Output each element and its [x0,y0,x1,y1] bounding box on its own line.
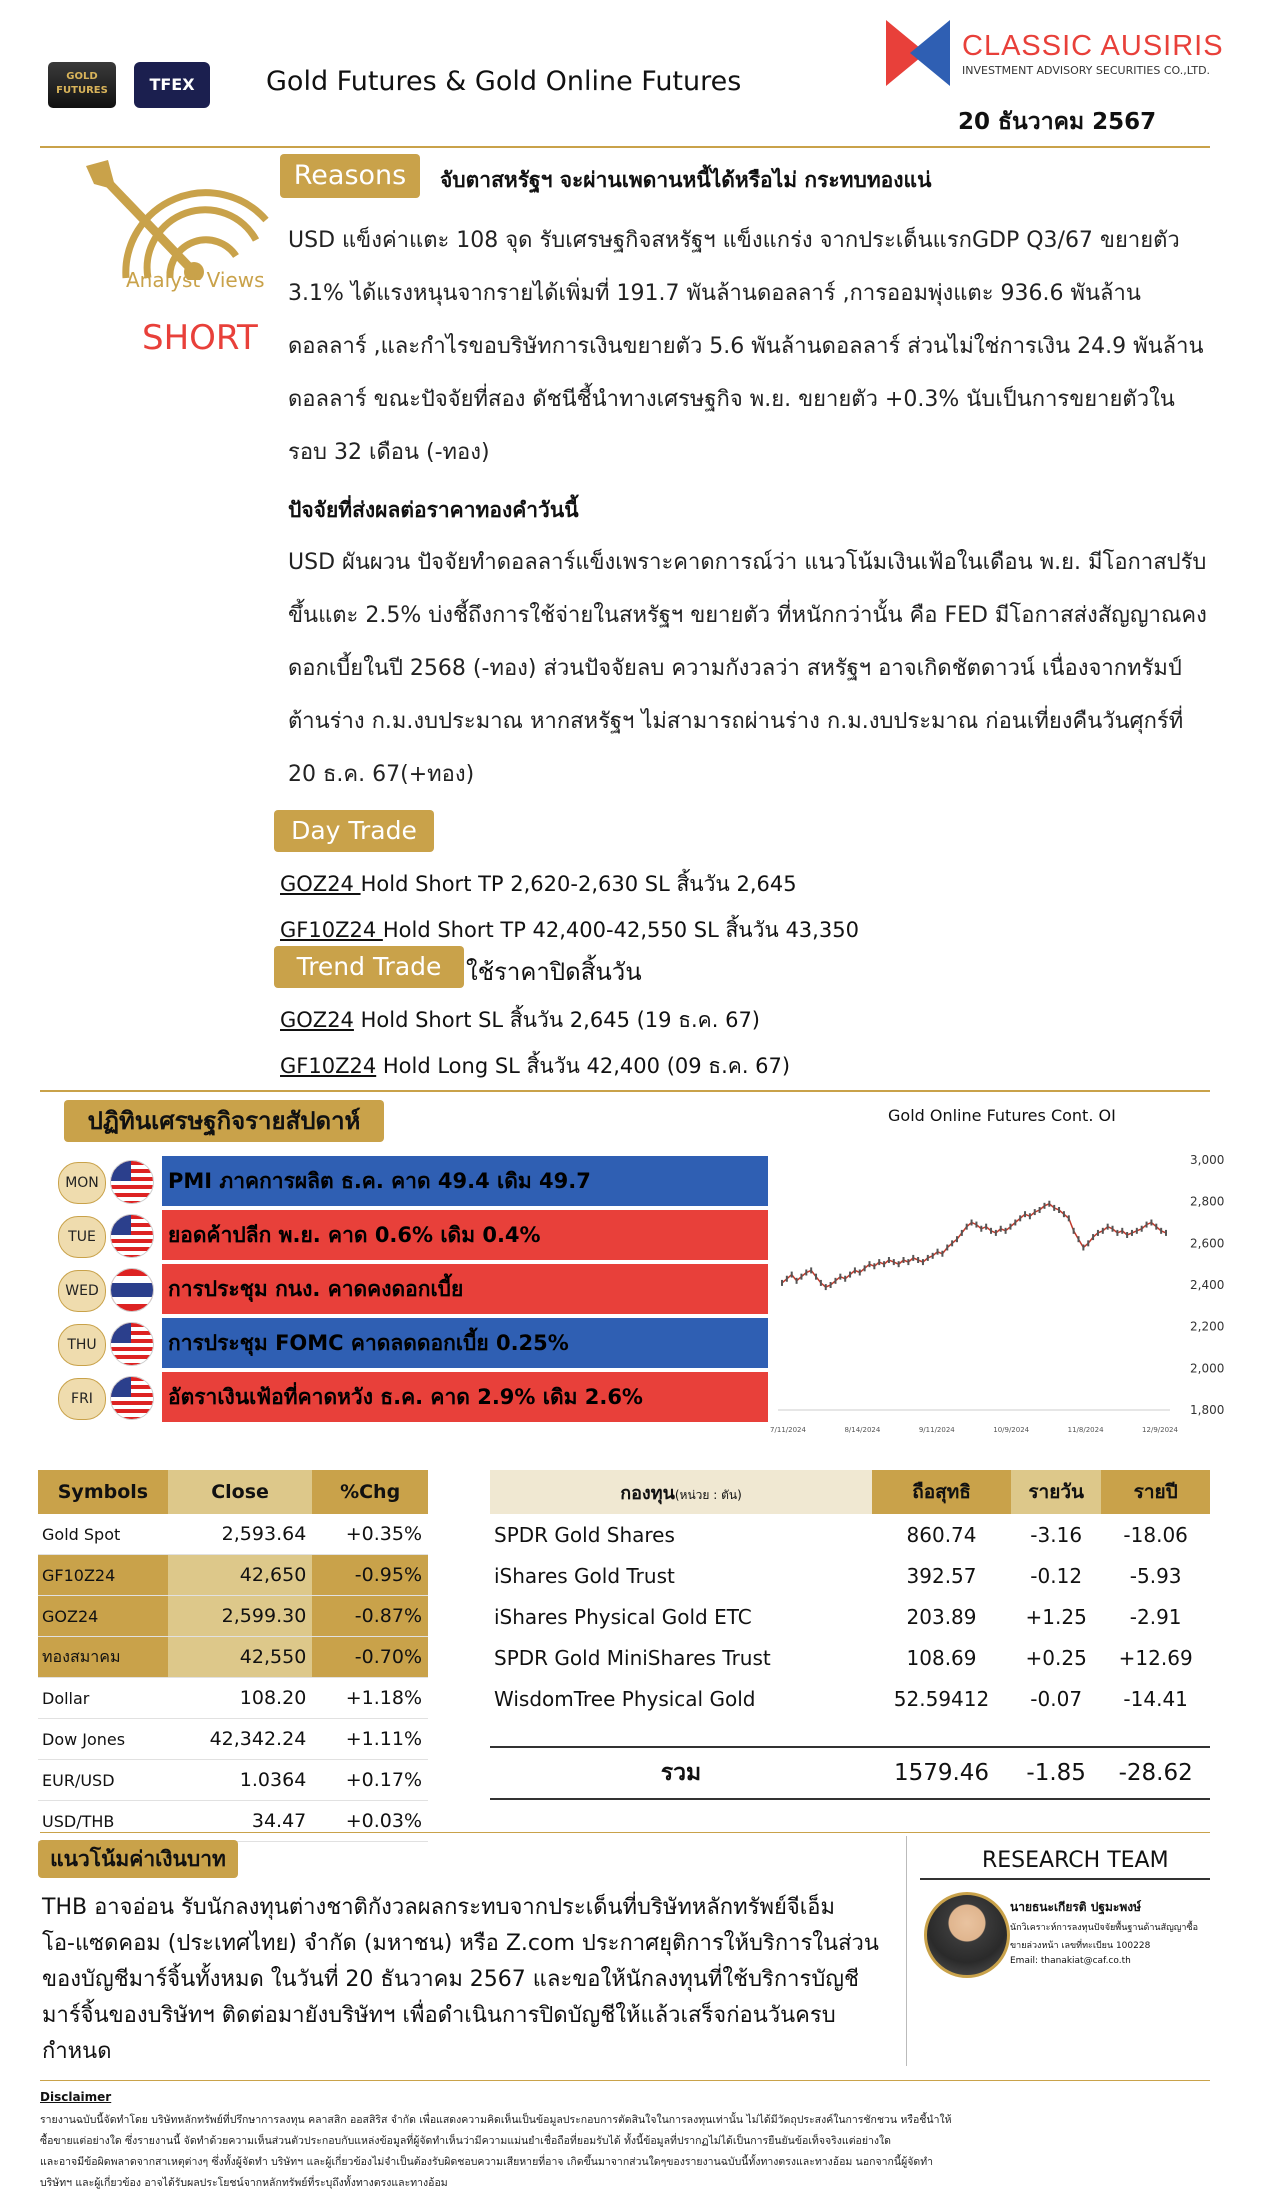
data-point [941,1251,943,1257]
data-point [1073,1228,1075,1234]
reasons-tag [280,154,420,198]
data-point [1068,1215,1070,1221]
classic-ausiris-logo-icon [886,20,950,86]
company-subtitle: INVESTMENT ADVISORY SECURITIES CO.,LTD. [962,64,1211,77]
day-badge: WED [58,1270,106,1312]
fund-yearly: -18.06 [1123,1522,1188,1547]
disclaimer-line: และอาจมีข้อผิดพลาดจากสาเหตุต่างๆ ซึ่งทั้งผู้จัดทำ บริษัทฯ และผู้เกี่ยวข้องไม่จำเป็นต้องรับผิดชอบความเสียหายที่อาจ เกิดขึ้นมาจากส่วนใดๆของรายงานฉบับนี้ทั้งทางตรงและทางอ้อม นอกจากนี้ผู้จัดทำ [40,2156,934,2168]
calendar-event: PMI ภาคการผลิต ธ.ค. คาด 49.4 เดิม 49.7 [162,1156,768,1206]
data-point [961,1230,963,1236]
fund-net: 203.89 [906,1604,977,1629]
data-point [975,1222,977,1228]
data-point [903,1257,905,1263]
symbol-name: ทองสมาคม [38,1637,168,1678]
data-point [1150,1220,1152,1226]
paragraph-line: USD ผันผวน ปัจจัยทำดอลลาร์แข็งเพราะคาดการณ์ว่า แนวโน้มเงินเฟ้อในเดือน พ.ย. มีโอกาสปรับ [288,550,1207,575]
fund-daily: -0.07 [1030,1686,1083,1711]
symbol-row [38,1760,428,1801]
symbol-close: 34.47 [168,1801,312,1842]
calendar-row-fri [58,1372,768,1422]
data-point [971,1220,973,1226]
target-dart-icon [86,160,272,280]
symbol-close: 2,599.30 [168,1596,312,1637]
baht-trend-title [38,1840,238,1878]
section-divider [40,1832,1210,1833]
data-point [1092,1234,1094,1240]
fund-name: iShares Gold Trust [494,1563,675,1588]
paragraph-line: กำหนด [42,2039,112,2064]
paragraph-line: รอบ 32 เดือน (-ทอง) [288,440,490,465]
column-header: Close [168,1470,312,1514]
data-point [1121,1228,1123,1234]
gold-oi-line-chart [770,1140,1230,1450]
day-trade-text: Hold Short TP 42,400-42,550 SL สิ้นวัน 43,350 [382,918,859,942]
data-point [946,1245,948,1251]
symbol-change: -0.70% [312,1637,428,1678]
data-point [805,1270,807,1276]
fund-header-unit: (หน่วย : ตัน) [674,1487,742,1502]
symbol-row [38,1801,428,1842]
trend-trade-note: ใช้ราคาปิดสิ้นวัน [466,958,642,986]
fund-net: 860.74 [906,1522,977,1547]
chart-title: Gold Online Futures Cont. OI [888,1106,1116,1125]
data-point [864,1265,866,1271]
data-point [825,1284,827,1290]
gold-futures-logo [48,62,116,108]
y-tick-label: 1,800 [1190,1403,1225,1417]
data-point [1131,1230,1133,1236]
reasons-tag-label: Reasons [293,160,407,191]
data-point [878,1259,880,1265]
data-point [1024,1211,1026,1217]
data-point [868,1261,870,1267]
gold-futures-logo-text: GOLD FUTURES [56,71,108,96]
y-tick-label: 2,800 [1190,1194,1225,1209]
symbol-name: GOZ24 [38,1596,168,1637]
symbol-change: +0.17% [312,1760,428,1801]
data-point [781,1280,783,1286]
data-point [1005,1228,1007,1234]
fund-net: 52.59412 [893,1686,990,1711]
calendar-title-label: ปฏิทินเศรษฐกิจรายสัปดาห์ [87,1107,361,1135]
fund-row [490,1637,1210,1678]
fund-net: 392.57 [906,1563,977,1588]
data-point [815,1274,817,1280]
column-header [490,1470,872,1514]
data-point [834,1278,836,1284]
calendar-row-mon [58,1156,768,1206]
paragraph-line: ของบัญชีมาร์จิ้นทั้งหมด ในวันที่ 20 ธันวาคม 2567 และขอให้นักลงทุนที่ใช้บริการบัญชี [42,1967,859,1992]
analyst-view-short: SHORT [142,318,258,358]
funds-table [490,1470,1210,1800]
tfex-logo-text: TFEX [149,75,195,94]
day-trade-symbol: GOZ24 [280,872,361,896]
total-daily: -1.85 [1026,1760,1086,1786]
paragraph-line: ดอลลาร์ ,และกำไรขอบริษัทการเงินขยายตัว 5.6 พันล้านดอลลาร์ ส่วนไม่ใช่การเงิน 24.9 พันล้าน [288,334,1204,359]
column-header: Symbols [57,1481,149,1503]
fund-name: SPDR Gold Shares [494,1522,675,1547]
baht-trend-title-label: แนวโน้มค่าเงินบาท [50,1847,226,1871]
data-point [980,1226,982,1232]
us-flag-icon [110,1214,154,1258]
symbol-close: 42,342.24 [168,1719,312,1760]
data-point [1082,1245,1084,1251]
total-net: 1579.46 [893,1760,990,1786]
y-tick-label: 2,600 [1190,1236,1225,1251]
paragraph-line: THB อาจอ่อน รับนักลงทุนต่างชาติกังวลผลกระทบจากประเด็นที่บริษัทหลักทรัพย์จีเอ็ม [42,1895,835,1920]
analyst-avatar [924,1892,1010,1978]
disclaimer-line: บริษัทฯ และผู้เกี่ยวข้อง อาจได้รับผลประโยชน์จากหลักทรัพย์ที่ระบุถึงทั้งทางตรงและทางอ้อม [40,2177,448,2189]
disclaimer-line: รายงานฉบับนี้จัดทำโดย บริษัทหลักทรัพย์ที่ปรึกษาการลงทุน คลาสสิก ออสสิริส จำกัด เพื่อแสดงความคิดเห็นเป็นข้อมูลประกอบการตัดสินใจในการลงทุนเท่านั้น ไม่ได้มีวัตถุประสงค์ในการชักชวน หรือชี้นำให้ [40,2114,952,2126]
day-badge: TUE [58,1216,106,1258]
symbol-close: 108.20 [168,1678,312,1719]
us-flag-icon [110,1322,154,1366]
company-name: CLASSIC AUSIRIS [962,30,1224,62]
calendar-row-tue [58,1210,768,1260]
data-point [859,1270,861,1276]
calendar-event: การประชุม กนง. คาดคงดอกเบี้ย [162,1264,768,1314]
fund-row [490,1596,1210,1637]
symbols-table [38,1470,428,1842]
symbol-row [38,1555,428,1596]
disclaimer-line: ซื้อขายแต่อย่างใด ซึ่งรายงานนี้ จัดทำด้วยความเห็นส่วนตัวประกอบกับแหล่งข้อมูลที่ผู้จัดทำเห็นว่ามีความแม่นยำเชื่อถือที่ยอมรับได้ ทั้งนี้ข้อมูลที่ปรากฏไม่ได้เป็นการยืนยันข้อเท็จจริงแต่อย่างใด [40,2135,891,2147]
data-point [1165,1230,1167,1236]
calendar-row-thu [58,1318,768,1368]
symbol-change: +0.35% [312,1514,428,1555]
fund-daily: +1.25 [1025,1604,1087,1629]
column-header: รายปี [1101,1470,1210,1514]
data-point [1043,1203,1045,1209]
fund-daily: -3.16 [1030,1522,1083,1547]
symbol-close: 2,593.64 [168,1514,312,1555]
trend-trade-item [280,1050,790,1083]
column-header: ถือสุทธิ [872,1470,1011,1514]
fund-daily: -0.12 [1030,1563,1083,1588]
symbol-row [38,1678,428,1719]
symbol-name: Dow Jones [38,1719,168,1760]
fund-header-label: กองทุน [620,1482,675,1504]
data-point [1019,1215,1021,1221]
fund-name: SPDR Gold MiniShares Trust [494,1645,771,1670]
calendar-row-wed [58,1264,768,1314]
paragraph-line: 3.1% ได้แรงหนุนจากรายได้เพิ่มที่ 191.7 พันล้านดอลลาร์ ,การออมพุ่งแตะ 936.6 พันล้าน [288,281,1141,306]
symbol-row [38,1637,428,1678]
data-point [898,1261,900,1267]
paragraph-line: ต้านร่าง ก.ม.งบประมาณ หากสหรัฐฯ ไม่สามารถผ่านร่าง ก.ม.งบประมาณ ก่อนเที่ยงคืนวันศุกร์ที่ [288,709,1184,734]
data-point [995,1230,997,1236]
symbol-row [38,1596,428,1637]
factors-heading: ปัจจัยที่ส่งผลต่อราคาทองคำวันนี้ [288,498,579,522]
trend-trade-symbol: GOZ24 [280,1008,354,1032]
fund-yearly: -5.93 [1129,1563,1182,1588]
disclaimer-divider [40,2080,1210,2081]
data-point [810,1267,812,1273]
analyst-views-label: Analyst Views [126,268,265,292]
research-title-underline [920,1878,1210,1880]
analyst-name: นายธนะเกียรติ ปฐมะพงษ์ [1010,1900,1142,1914]
day-trade-item [280,914,859,947]
data-point [1014,1220,1016,1226]
x-tick-label: 10/9/2024 [993,1426,1030,1434]
us-flag-icon [110,1376,154,1420]
symbol-name: Dollar [38,1678,168,1719]
tfex-logo [134,62,210,108]
data-point [849,1272,851,1278]
data-point [1039,1207,1041,1213]
data-point [796,1278,798,1284]
funds-table-header [490,1470,1210,1514]
day-badge: MON [58,1162,106,1204]
data-point [1063,1211,1065,1217]
y-tick-label: 3,000 [1190,1153,1225,1167]
data-point [1078,1236,1080,1242]
day-trade-item [280,868,797,901]
trend-trade-tag-label: Trend Trade [296,952,442,981]
fund-net: 108.69 [906,1645,977,1670]
data-point [1116,1230,1118,1236]
data-point [917,1257,919,1263]
fund-yearly: -14.41 [1123,1686,1188,1711]
day-trade-tag [274,810,434,852]
data-point [1107,1224,1109,1230]
y-tick-label: 2,400 [1190,1278,1225,1292]
reasons-paragraph-2 [288,536,1208,801]
symbols-table-header [38,1470,428,1514]
data-point [883,1261,885,1267]
data-point [956,1236,958,1242]
symbol-change: -0.95% [312,1555,428,1596]
fund-row [490,1514,1210,1555]
analyst-license: ขายล่วงหน้า เลขที่ทะเบียน 100228 [1010,1941,1151,1951]
data-point [1087,1240,1089,1246]
disclaimer-title: Disclaimer [40,2090,112,2104]
data-point [990,1228,992,1234]
symbol-change: +0.03% [312,1801,428,1842]
trend-trade-text: Hold Long SL สิ้นวัน 42,400 (09 ธ.ค. 67) [376,1054,791,1078]
data-point [1053,1205,1055,1211]
paragraph-line: 20 ธ.ค. 67(+ทอง) [288,762,475,787]
y-tick-label: 2,200 [1190,1319,1225,1334]
baht-trend-text [42,1890,892,2070]
symbol-name: USD/THB [38,1801,168,1842]
trend-trade-symbol: GF10Z24 [280,1054,377,1078]
day-trade-tag-label: Day Trade [291,816,417,845]
analyst-role: นักวิเคราะห์การลงทุนปัจจัยพื้นฐานด้านสัญญาซื้อ [1010,1923,1198,1933]
fund-name: iShares Physical Gold ETC [494,1604,752,1629]
trend-trade-tag [274,946,464,988]
data-point [1136,1228,1138,1234]
trend-trade-text: Hold Short SL สิ้นวัน 2,645 (19 ธ.ค. 67) [353,1008,760,1032]
data-point [907,1259,909,1265]
fund-yearly: +12.69 [1118,1645,1193,1670]
data-point [966,1224,968,1230]
data-point [786,1276,788,1282]
symbol-close: 42,650 [168,1555,312,1596]
day-trade-text: Hold Short TP 2,620-2,630 SL สิ้นวัน 2,645 [360,872,797,896]
data-point [893,1259,895,1265]
paragraph-line: ดอลลาร์ ขณะปัจจัยที่สอง ดัชนีชี้นำทางเศรษฐกิจ พ.ย. ขยายตัว +0.3% นับเป็นการขยายตัวใน [288,387,1175,412]
data-point [1160,1228,1162,1234]
reasons-headline: จับตาสหรัฐฯ จะผ่านเพดานหนี้ได้หรือไม่ กระทบทองแน่ [440,168,932,192]
symbol-change: -0.87% [312,1596,428,1637]
x-tick-label: 8/14/2024 [844,1426,881,1434]
symbol-name: GF10Z24 [38,1555,168,1596]
x-tick-label: 7/11/2024 [770,1426,806,1434]
paragraph-line: ขึ้นแตะ 2.5% บ่งชี้ถึงการใช้จ่ายในสหรัฐฯ ขยายตัว ที่หนักกว่านั้น คือ FED มีโอกาสส่งสัญญาณคง [288,603,1207,628]
reasons-paragraph-1 [288,214,1208,479]
data-point [873,1263,875,1269]
y-tick-label: 2,000 [1190,1361,1225,1376]
data-point [1102,1228,1104,1234]
data-point [927,1255,929,1261]
calendar-event: ยอดค้าปลีก พ.ย. คาด 0.6% เดิม 0.4% [162,1210,768,1260]
data-point [1000,1226,1002,1232]
column-header: %Chg [340,1481,401,1503]
disclaimer-text [40,2110,1210,2194]
data-point [932,1253,934,1259]
day-trade-symbol: GF10Z24 [280,918,383,942]
fund-yearly: -2.91 [1129,1604,1182,1629]
us-flag-icon [110,1160,154,1204]
funds-total-row [490,1747,1210,1799]
fund-row [490,1555,1210,1596]
data-point [1146,1222,1148,1228]
data-point [1058,1207,1060,1213]
day-badge: THU [58,1324,106,1366]
report-date: 20 ธันวาคม 2567 [958,109,1157,135]
data-point [800,1274,802,1280]
x-tick-label: 9/11/2024 [918,1426,955,1434]
column-header: รายวัน [1011,1470,1101,1514]
symbol-change: +1.18% [312,1678,428,1719]
day-badge: FRI [58,1378,106,1420]
symbol-close: 1.0364 [168,1760,312,1801]
data-point [1112,1226,1114,1232]
data-point [922,1259,924,1265]
data-point [912,1255,914,1261]
fund-name: WisdomTree Physical Gold [494,1686,756,1711]
data-point [839,1274,841,1280]
calendar-event: การประชุม FOMC คาดลดดอกเบี้ย 0.25% [162,1318,768,1368]
paragraph-line: มาร์จิ้นของบริษัทฯ ติดต่อมายังบริษัทฯ เพื่อดำเนินการปิดบัญชีให้แล้วเสร็จก่อนวันครบ [42,2003,836,2028]
data-point [844,1276,846,1282]
data-point [1009,1224,1011,1230]
data-point [1155,1224,1157,1230]
total-yearly: -28.62 [1118,1760,1193,1786]
data-point [937,1249,939,1255]
symbol-name: Gold Spot [38,1514,168,1555]
symbol-close: 42,550 [168,1637,312,1678]
data-point [820,1280,822,1286]
data-point [1141,1226,1143,1232]
thai-flag-icon [110,1268,154,1312]
data-point [830,1282,832,1288]
trend-trade-item [280,1004,760,1037]
calendar-title [64,1100,384,1142]
symbol-change: +1.11% [312,1719,428,1760]
symbol-row [38,1719,428,1760]
x-tick-label: 12/9/2024 [1142,1426,1178,1434]
symbol-row [38,1514,428,1555]
paragraph-line: ดอกเบี้ยในปี 2568 (-ทอง) ส่วนปัจจัยลบ ความกังวลว่า สหรัฐฯ อาจเกิดชัตดาวน์ เนื่องจากทรัมป์ [288,656,1182,681]
data-point [1126,1232,1128,1238]
symbol-name: EUR/USD [38,1760,168,1801]
fund-daily: +0.25 [1025,1645,1087,1670]
calendar-event: อัตราเงินเฟ้อที่คาดหวัง ธ.ค. คาด 2.9% เดิม 2.6% [162,1372,768,1422]
page-title: Gold Futures & Gold Online Futures [266,66,742,97]
paragraph-line: โอ-แซดคอม (ประเทศไทย) จำกัด (มหาชน) หรือ Z.com ประกาศยุติการให้บริการในส่วน [42,1931,879,1956]
data-point [888,1257,890,1263]
fund-row [490,1678,1210,1719]
header-divider [40,146,1210,148]
total-label: รวม [660,1760,702,1786]
data-point [791,1272,793,1278]
data-point [854,1267,856,1273]
paragraph-line: USD แข็งค่าแตะ 108 จุด รับเศรษฐกิจสหรัฐฯ แข็งแกร่ง จากประเด็นแรกGDP Q3/67 ขยายตัว [288,228,1180,253]
research-team-title: RESEARCH TEAM [982,1848,1169,1873]
section-vertical-divider [906,1836,907,2066]
data-point [1034,1209,1036,1215]
section-divider [40,1090,1210,1092]
data-point [1029,1213,1031,1219]
data-point [1097,1230,1099,1236]
data-point [951,1240,953,1246]
data-point [1048,1201,1050,1207]
analyst-email: Email: thanakiat@caf.co.th [1010,1956,1131,1966]
data-point [985,1224,987,1230]
x-tick-label: 11/8/2024 [1067,1426,1104,1434]
